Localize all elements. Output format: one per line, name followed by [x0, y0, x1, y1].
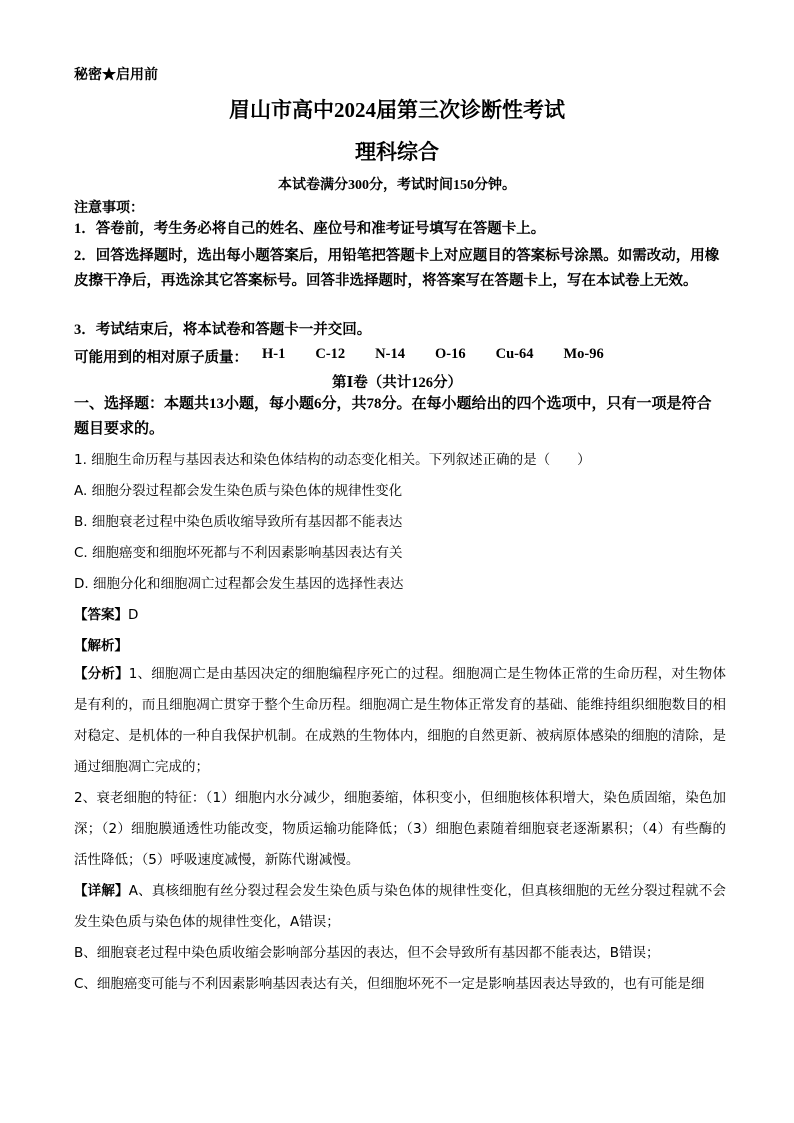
exam-title: 眉山市高中2024届第三次诊断性考试: [229, 98, 565, 122]
detail-paragraph-c: C、细胞癌变可能与不利因素影响基因表达有关，但细胞坏死不一定是影响基因表达导致的，也有可能是细: [74, 976, 705, 992]
answer-line: [74, 603, 138, 623]
detail-paragraph-b: B、细胞衰老过程中染色质收缩会影响部分基因的表达，但不会导致所有基因都不能表达，B错误；: [74, 945, 660, 961]
option-a: A. 细胞分裂过程都会发生染色质与染色体的规律性变化: [74, 483, 403, 499]
analysis-label: 【分析】: [74, 666, 129, 682]
atomic-mass-line: [74, 346, 604, 367]
option-d: D. 细胞分化和细胞凋亡过程都会发生基因的选择性表达: [74, 576, 404, 592]
analysis-paragraph-2: 2、衰老细胞的特征：（1）细胞内水分减少，细胞萎缩，体积变小，但细胞核体积增大，染色质固缩，染色加深；（2）细胞膜通透性功能改变，物质运输功能降低；（3）细胞色素随着细胞衰老逐渐累积；（4）有些酶的活性降低；（5）呼吸速度减慢，新陈代谢减慢。: [74, 790, 726, 868]
section-title: 第Ⅰ卷（共计126分）: [331, 375, 463, 391]
answer-value: D: [128, 607, 139, 623]
atomic-mass-cu: Cu-64: [495, 346, 534, 362]
answer-tag: 【答案】: [74, 607, 128, 623]
analysis-paragraph-1: [74, 659, 726, 783]
detail-label: 【详解】: [74, 883, 129, 899]
atomic-mass-o: O-16: [434, 346, 466, 362]
full-score-note: 本试卷满分300分，考试时间150分钟。: [278, 178, 516, 193]
secret-mark: 秘密★启用前: [74, 68, 158, 83]
option-b: B. 细胞衰老过程中染色质收缩导致所有基因都不能表达: [74, 514, 403, 530]
option-c: C. 细胞癌变和细胞坏死都与不利因素影响基因表达有关: [74, 545, 403, 561]
detail-text-a: A、真核细胞有丝分裂过程会发生染色质与染色体的规律性变化，但真核细胞的无丝分裂过程就不会发生染色质与染色体的规律性变化，A错误；: [74, 883, 727, 930]
analysis-tag: 【解析】: [74, 638, 128, 654]
atomic-mass-h: H-1: [262, 346, 286, 362]
detail-paragraph-a: [74, 876, 726, 938]
analysis-text-1: 1、细胞凋亡是由基因决定的细胞编程序死亡的过程。细胞凋亡是生物体正常的生命历程，对生物体是有利的，而且细胞凋亡贯穿于整个生命历程。细胞凋亡是生物体正常发育的基础、能维持组织细胞数目的相对稳定、是机体的一种自我保护机制。在成熟的生物体内，细胞的自然更新、被病原体感染的细胞的清除，是通过细胞凋亡完成的；: [74, 666, 727, 775]
notice-item-3: 3．考试结束后，将本试卷和答题卡一并交回。: [74, 322, 372, 338]
section-instructions: 一、选择题：本题共13小题，每小题6分，共78分。在每小题给出的四个选项中，只有一项是符合题目要求的。: [74, 396, 712, 437]
atomic-mass-label: 可能用到的相对原子质量：: [74, 350, 248, 366]
notice-item-1: 1．答卷前，考生务必将自己的姓名、座位号和准考证号填写在答题卡上。: [74, 221, 546, 237]
exam-subtitle: 理科综合: [355, 140, 439, 164]
notice-heading: 注意事项：: [74, 201, 144, 216]
notice-item-2: 2．回答选择题时，选出每小题答案后，用铅笔把答题卡上对应题目的答案标号涂黑。如需改动，用橡皮擦干净后，再选涂其它答案标号。回答非选择题时，将答案写在答题卡上，写在本试卷上无效。: [74, 248, 720, 289]
atomic-mass-mo: Mo-96: [563, 346, 604, 362]
question-1-stem: 1. 细胞生命历程与基因表达和染色体结构的动态变化相关。下列叙述正确的是（ ）: [74, 452, 591, 468]
atomic-mass-c: C-12: [315, 346, 346, 362]
atomic-mass-n: N-14: [375, 346, 405, 362]
